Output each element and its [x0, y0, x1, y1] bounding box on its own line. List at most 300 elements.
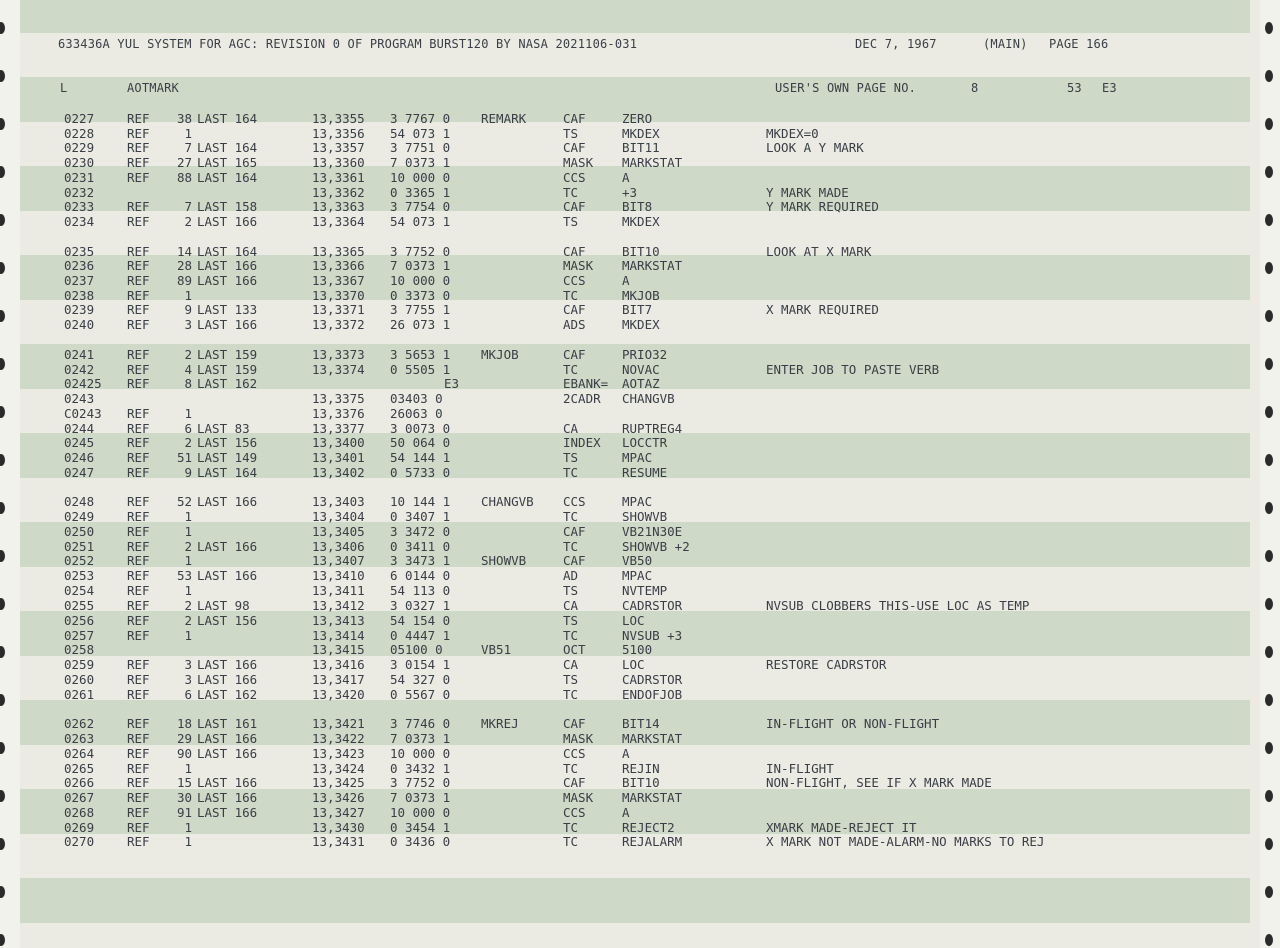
last-page: LAST 166: [197, 258, 258, 273]
octal-word: 3 0154 1: [390, 657, 451, 672]
listing-row: [20, 465, 1220, 480]
opcode: OCT: [563, 642, 586, 657]
operand: MPAC: [622, 450, 653, 465]
octal-word: 0 4447 1: [390, 628, 451, 643]
ref-count: 18: [176, 716, 192, 731]
ref-marker: REF: [127, 435, 150, 450]
last-page: LAST 164: [197, 170, 258, 185]
symbol-label: VB51: [481, 642, 512, 657]
memory-address: 13,3365: [312, 244, 365, 259]
operand: REJALARM: [622, 834, 683, 849]
users-page-label: USER'S OWN PAGE NO.: [775, 81, 917, 95]
memory-address: 13,3400: [312, 435, 365, 450]
line-number: 0243: [64, 391, 95, 406]
opcode: INDEX: [563, 435, 601, 450]
line-number: 0242: [64, 362, 95, 377]
ref-count: 1: [184, 126, 192, 141]
ref-count: 88: [176, 170, 192, 185]
memory-address: 13,3357: [312, 140, 365, 155]
opcode: CAF: [563, 553, 586, 568]
line-number: 0270: [64, 834, 95, 849]
line-number: 0236: [64, 258, 95, 273]
octal-word: 0 5567 0: [390, 687, 451, 702]
memory-address: 13,3426: [312, 790, 365, 805]
ref-marker: REF: [127, 613, 150, 628]
opcode: CCS: [563, 746, 586, 761]
ref-marker: REF: [127, 421, 150, 436]
operand: NVTEMP: [622, 583, 668, 598]
line-number: 0250: [64, 524, 95, 539]
line-number: 0265: [64, 761, 95, 776]
listing-row: [20, 746, 1220, 761]
tractor-hole: [1265, 22, 1273, 34]
tractor-hole: [1265, 550, 1273, 562]
line-number: 0230: [64, 155, 95, 170]
listing-row: [20, 170, 1220, 185]
last-page: LAST 156: [197, 435, 258, 450]
operand: BIT11: [622, 140, 660, 155]
octal-word: 54 154 0: [390, 613, 451, 628]
opcode: CAF: [563, 524, 586, 539]
opcode: TC: [563, 185, 579, 200]
memory-address: 13,3360: [312, 155, 365, 170]
listing-row: [20, 258, 1220, 273]
octal-word: 3 7752 0: [390, 244, 451, 259]
ref-count: 8: [184, 376, 192, 391]
line-number: 0267: [64, 790, 95, 805]
ref-marker: REF: [127, 170, 150, 185]
ref-marker: REF: [127, 214, 150, 229]
ref-marker: REF: [127, 834, 150, 849]
listing-row: [20, 524, 1220, 539]
octal-word: 0 3373 0: [390, 288, 451, 303]
routine-name: AOTMARK: [127, 81, 179, 95]
line-number: 0262: [64, 716, 95, 731]
memory-address: 13,3422: [312, 731, 365, 746]
line-number: 0227: [64, 111, 95, 126]
tractor-hole: [0, 886, 5, 898]
listing-row: [20, 539, 1220, 554]
tractor-hole: [0, 838, 5, 850]
opcode: TC: [563, 362, 579, 377]
opcode: CA: [563, 598, 579, 613]
octal-word: 0 3454 1: [390, 820, 451, 835]
ref-marker: REF: [127, 539, 150, 554]
opcode: CCS: [563, 273, 586, 288]
opcode: CA: [563, 657, 579, 672]
ebank-code: E3: [1102, 81, 1117, 95]
listing-header: 633436A YUL SYSTEM FOR AGC: REVISION 0 OF PROGRAM BURST120 BY NASA 2021106-031: [58, 37, 638, 51]
operand: RESUME: [622, 465, 668, 480]
operand: MPAC: [622, 568, 653, 583]
memory-address: 13,3403: [312, 494, 365, 509]
memory-address: 13,3366: [312, 258, 365, 273]
opcode: CCS: [563, 805, 586, 820]
line-number: 0256: [64, 613, 95, 628]
opcode: TS: [563, 214, 579, 229]
octal-word: 10 000 0: [390, 746, 451, 761]
opcode: ADS: [563, 317, 586, 332]
tractor-hole: [0, 550, 5, 562]
listing-row: [20, 199, 1220, 214]
memory-address: 13,3423: [312, 746, 365, 761]
tractor-hole: [0, 742, 5, 754]
listing-row: [20, 185, 1220, 200]
opcode: 2CADR: [563, 391, 601, 406]
ref-count: 7: [184, 199, 192, 214]
comment: Y MARK REQUIRED: [766, 199, 879, 214]
last-page: LAST 165: [197, 155, 258, 170]
opcode: CAF: [563, 716, 586, 731]
octal-word: 3 0073 0: [390, 421, 451, 436]
listing-row: [20, 406, 1220, 421]
octal-word: 05100 0: [390, 642, 443, 657]
ref-count: 90: [176, 746, 192, 761]
octal-word: 54 113 0: [390, 583, 451, 598]
memory-address: 13,3376: [312, 406, 365, 421]
octal-word: 54 073 1: [390, 214, 451, 229]
ref-count: 1: [184, 553, 192, 568]
tractor-hole: [1265, 502, 1273, 514]
ref-count: 3: [184, 657, 192, 672]
listing-row: [20, 302, 1220, 317]
ref-marker: REF: [127, 524, 150, 539]
octal-word: 10 000 0: [390, 805, 451, 820]
operand: 5100: [622, 642, 653, 657]
ref-marker: REF: [127, 687, 150, 702]
ref-count: 15: [176, 775, 192, 790]
listing-row: [20, 613, 1220, 628]
comment: NON-FLIGHT, SEE IF X MARK MADE: [766, 775, 992, 790]
listing-row: [20, 553, 1220, 568]
line-number: 0237: [64, 273, 95, 288]
ref-marker: REF: [127, 509, 150, 524]
last-page: LAST 164: [197, 111, 258, 126]
operand: REJIN: [622, 761, 660, 776]
octal-word: 0 3407 1: [390, 509, 451, 524]
operand: BIT8: [622, 199, 653, 214]
last-page: LAST 166: [197, 775, 258, 790]
tractor-hole: [1265, 310, 1273, 322]
operand: ZERO: [622, 111, 653, 126]
operand: VB21N30E: [622, 524, 683, 539]
opcode: CAF: [563, 775, 586, 790]
operand: MKDEX: [622, 214, 660, 229]
octal-word: 3 3472 0: [390, 524, 451, 539]
operand: BIT14: [622, 716, 660, 731]
opcode: CAF: [563, 347, 586, 362]
operand: RUPTREG4: [622, 421, 683, 436]
ref-marker: REF: [127, 553, 150, 568]
listing-row: [20, 790, 1220, 805]
memory-address: 13,3425: [312, 775, 365, 790]
opcode: TC: [563, 761, 579, 776]
comment: LOOK AT X MARK: [766, 244, 872, 259]
line-number: 0257: [64, 628, 95, 643]
memory-address: 13,3416: [312, 657, 365, 672]
opcode: CA: [563, 421, 579, 436]
listing-row: [20, 775, 1220, 790]
line-number: 0238: [64, 288, 95, 303]
ref-count: 52: [176, 494, 192, 509]
comment: X MARK REQUIRED: [766, 302, 879, 317]
memory-address: 13,3430: [312, 820, 365, 835]
tractor-hole: [1265, 598, 1273, 610]
tractor-hole: [1265, 934, 1273, 946]
tractor-hole: [0, 790, 5, 802]
line-number: 0263: [64, 731, 95, 746]
octal-word: 7 0373 1: [390, 731, 451, 746]
listing-row: [20, 509, 1220, 524]
opcode: MASK: [563, 258, 594, 273]
tractor-hole: [1265, 886, 1273, 898]
memory-address: 13,3371: [312, 302, 365, 317]
operand: BIT7: [622, 302, 653, 317]
opcode: MASK: [563, 155, 594, 170]
tractor-hole: [0, 934, 5, 946]
octal-word: 7 0373 1: [390, 258, 451, 273]
ref-marker: REF: [127, 317, 150, 332]
octal-word: 54 073 1: [390, 126, 451, 141]
operand: MPAC: [622, 494, 653, 509]
octal-word: 3 7767 0: [390, 111, 451, 126]
operand: NVSUB +3: [622, 628, 683, 643]
memory-address: 13,3427: [312, 805, 365, 820]
operand: A: [622, 273, 630, 288]
last-page: LAST 166: [197, 317, 258, 332]
listing-row: [20, 761, 1220, 776]
listing-row: [20, 362, 1220, 377]
octal-word: 26063 0: [390, 406, 443, 421]
listing-letter: L: [60, 81, 68, 95]
ref-count: 27: [176, 155, 192, 170]
ref-marker: REF: [127, 731, 150, 746]
ref-marker: REF: [127, 302, 150, 317]
tractor-hole: [1265, 406, 1273, 418]
listing-row: [20, 731, 1220, 746]
line-number: 0228: [64, 126, 95, 141]
opcode: TS: [563, 450, 579, 465]
tractor-hole: [0, 694, 5, 706]
ref-count: 30: [176, 790, 192, 805]
ref-marker: REF: [127, 583, 150, 598]
listing-row: [20, 494, 1220, 509]
listing-row: [20, 583, 1220, 598]
symbol-label: SHOWVB: [481, 553, 527, 568]
tractor-hole: [1265, 70, 1273, 82]
tractor-hole: [0, 454, 5, 466]
operand: MKDEX: [622, 126, 660, 141]
memory-address: 13,3407: [312, 553, 365, 568]
listing-row: [20, 140, 1220, 155]
line-number: 0249: [64, 509, 95, 524]
listing-row: [20, 598, 1220, 613]
listing-row: [20, 435, 1220, 450]
line-number: 0254: [64, 583, 95, 598]
line-number: 0255: [64, 598, 95, 613]
ref-count: 1: [184, 524, 192, 539]
operand: AOTAZ: [622, 376, 660, 391]
tractor-hole: [0, 646, 5, 658]
line-number: 0239: [64, 302, 95, 317]
operand: CADRSTOR: [622, 598, 683, 613]
octal-word: 0 5733 0: [390, 465, 451, 480]
ref-marker: REF: [127, 126, 150, 141]
octal-word: 03403 0: [390, 391, 443, 406]
line-number: 0232: [64, 185, 95, 200]
memory-address: 13,3364: [312, 214, 365, 229]
line-number: 0264: [64, 746, 95, 761]
ref-marker: REF: [127, 628, 150, 643]
opcode: MASK: [563, 790, 594, 805]
line-number: 0266: [64, 775, 95, 790]
ref-marker: REF: [127, 273, 150, 288]
tractor-hole: [0, 262, 5, 274]
ref-count: 2: [184, 214, 192, 229]
octal-word: 26 073 1: [390, 317, 451, 332]
ref-count: 1: [184, 628, 192, 643]
line-number: 0229: [64, 140, 95, 155]
tractor-hole: [0, 406, 5, 418]
memory-address: 13,3424: [312, 761, 365, 776]
last-page: LAST 166: [197, 790, 258, 805]
ref-marker: REF: [127, 140, 150, 155]
listing-row: [20, 716, 1220, 731]
line-number: 0241: [64, 347, 95, 362]
last-page: LAST 83: [197, 421, 250, 436]
memory-address: 13,3355: [312, 111, 365, 126]
tractor-hole: [1265, 166, 1273, 178]
listing-row: [20, 126, 1220, 141]
tractor-hole: [1265, 454, 1273, 466]
listing-row: [20, 805, 1220, 820]
tractor-hole: [1265, 694, 1273, 706]
ref-count: 53: [176, 568, 192, 583]
memory-address: 13,3361: [312, 170, 365, 185]
operand: BIT10: [622, 775, 660, 790]
ref-count: 51: [176, 450, 192, 465]
memory-address: 13,3406: [312, 539, 365, 554]
opcode: CAF: [563, 199, 586, 214]
line-number: 02425: [64, 376, 102, 391]
opcode: TC: [563, 509, 579, 524]
ref-count: 91: [176, 805, 192, 820]
last-page: LAST 161: [197, 716, 258, 731]
ref-count: 6: [184, 421, 192, 436]
ref-marker: REF: [127, 716, 150, 731]
listing-row: [20, 672, 1220, 687]
octal-word: 3 0327 1: [390, 598, 451, 613]
comment: Y MARK MADE: [766, 185, 849, 200]
line-number: 0240: [64, 317, 95, 332]
tractor-hole: [0, 70, 5, 82]
ref-marker: REF: [127, 244, 150, 259]
operand: ENDOFJOB: [622, 687, 683, 702]
line-number: 0244: [64, 421, 95, 436]
ref-count: 2: [184, 598, 192, 613]
opcode: CCS: [563, 494, 586, 509]
ref-marker: REF: [127, 465, 150, 480]
operand: SHOWVB: [622, 509, 668, 524]
ref-marker: REF: [127, 376, 150, 391]
opcode: TC: [563, 820, 579, 835]
listing-row: [20, 288, 1220, 303]
line-number: 0259: [64, 657, 95, 672]
last-page: LAST 164: [197, 140, 258, 155]
memory-address: 13,3420: [312, 687, 365, 702]
ref-count: 9: [184, 465, 192, 480]
ref-marker: REF: [127, 672, 150, 687]
ref-count: 9: [184, 302, 192, 317]
tractor-hole: [1265, 262, 1273, 274]
operand: MARKSTAT: [622, 731, 683, 746]
listing-date: DEC 7, 1967: [855, 37, 937, 51]
memory-address: 13,3413: [312, 613, 365, 628]
ref-marker: REF: [127, 761, 150, 776]
memory-address: 13,3411: [312, 583, 365, 598]
ref-marker: REF: [127, 111, 150, 126]
memory-address: 13,3412: [312, 598, 365, 613]
ref-marker: REF: [127, 199, 150, 214]
comment: X MARK NOT MADE-ALARM-NO MARKS TO REJ: [766, 834, 1045, 849]
operand: MARKSTAT: [622, 790, 683, 805]
last-page: LAST 166: [197, 273, 258, 288]
comment: IN-FLIGHT OR NON-FLIGHT: [766, 716, 940, 731]
comment: RESTORE CADRSTOR: [766, 657, 887, 672]
ref-count: 3: [184, 317, 192, 332]
octal-word: 3 5653 1: [390, 347, 451, 362]
tractor-hole: [1265, 790, 1273, 802]
operand: REJECT2: [622, 820, 675, 835]
ref-marker: REF: [127, 775, 150, 790]
ref-count: 3: [184, 672, 192, 687]
line-number: 0248: [64, 494, 95, 509]
operand: LOC: [622, 657, 645, 672]
operand: VB50: [622, 553, 653, 568]
memory-address: 13,3374: [312, 362, 365, 377]
last-page: LAST 159: [197, 347, 258, 362]
ref-count: 38: [176, 111, 192, 126]
tractor-hole: [0, 598, 5, 610]
opcode: TC: [563, 687, 579, 702]
listing-row: [20, 391, 1220, 406]
octal-word: 0 5505 1: [390, 362, 451, 377]
operand: MARKSTAT: [622, 258, 683, 273]
line-number: 0245: [64, 435, 95, 450]
comment: XMARK MADE-REJECT IT: [766, 820, 917, 835]
last-page: LAST 164: [197, 465, 258, 480]
listing-row: [20, 317, 1220, 332]
ref-marker: REF: [127, 494, 150, 509]
memory-address: 13,3417: [312, 672, 365, 687]
ref-count: 1: [184, 406, 192, 421]
last-page: LAST 162: [197, 376, 258, 391]
memory-address: 13,3375: [312, 391, 365, 406]
opcode: TC: [563, 834, 579, 849]
octal-word: 6 0144 0: [390, 568, 451, 583]
opcode: TS: [563, 126, 579, 141]
line-number: 0246: [64, 450, 95, 465]
operand: A: [622, 805, 630, 820]
line-number: C0243: [64, 406, 102, 421]
opcode: CAF: [563, 140, 586, 155]
green-band: [20, 878, 1250, 923]
operand: BIT10: [622, 244, 660, 259]
ref-count: 14: [176, 244, 192, 259]
operand: A: [622, 746, 630, 761]
comment: LOOK A Y MARK: [766, 140, 864, 155]
listing-row: [20, 642, 1220, 657]
